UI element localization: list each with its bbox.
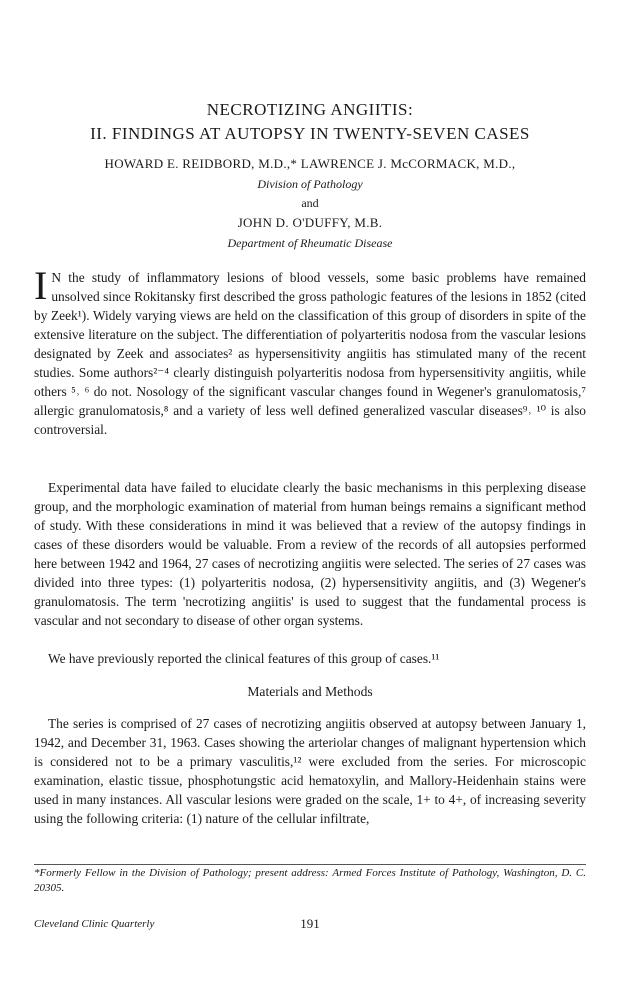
author-conjunction: and <box>301 196 319 210</box>
paragraph-intro <box>34 263 586 439</box>
affiliation-pathology: Division of Pathology <box>257 177 363 191</box>
authors-line-2: JOHN D. O'DUFFY, M.B. <box>237 215 383 230</box>
paragraph-intro-text: N the study of inflammatory lesions of blood vessels, some basic problems have remained unsolved since Rokitansky first described the gross pathologic features of the lesions in 1852 (cited by Zeek¹). Widely varying views are held on the classification of this group of disorders in spite of the extensive literature on the subject. The differentiation of polyarteritis nodosa from the vascular lesions designated by Zeek and associates² as hypersensitivity angiitis has stimulated many of the recent studies. Some authors²⁻⁴ clearly distinguish polyarteritis nodosa from hypersensitivity angiitis, while others ⁵˒ ⁶ do not. Nosology of the significant vascular changes found in Wegener's granulomatosis,⁷ allergic granulomatosis,⁸ and a variety of less well defined generalized vascular diseases⁹˒ ¹⁰ is also controversial. <box>34 270 586 437</box>
footnote-divider <box>34 864 586 865</box>
title-line-2: II. FINDINGS AT AUTOPSY IN TWENTY-SEVEN CASES <box>90 124 530 143</box>
journal-name: Cleveland Clinic Quarterly <box>34 918 155 930</box>
footnote: *Formerly Fellow in the Division of Pathology; present address: Armed Forces Institute of Pathology, Washington, D. C. 20305. <box>34 867 586 894</box>
page-number: 191 <box>300 916 320 931</box>
authors-line-1: HOWARD E. REIDBORD, M.D.,* LAWRENCE J. McCORMACK, M.D., <box>104 156 516 171</box>
paragraph-experimental: Experimental data have failed to elucidate clearly the basic mechanisms in this perplexing disease group, and the morphologic examination of material from human beings remains a significant method of study. With these considerations in mind it was believed that a review of the autopsy findings in cases of these disorders would be valuable. From a review of the records of all autopsies performed here between 1942 and 1964, 27 cases of necrotizing angiitis were selected. The series of 27 cases was divided into three types: (1) polyarteritis nodosa, (2) hypersensitivity angiitis, and (3) Wegener's granulomatosis. The term 'necrotizing angiitis' is used to suggest that the fundamental process is vascular and not secondary to disease of other organ systems. <box>34 480 586 628</box>
section-heading-methods: Materials and Methods <box>247 684 373 699</box>
title-line-1: NECROTIZING ANGIITIS: <box>206 100 414 119</box>
paragraph-previous-report: We have previously reported the clinical features of this group of cases.¹¹ <box>48 651 440 666</box>
affiliation-rheumatic: Department of Rheumatic Disease <box>227 236 393 250</box>
paragraph-methods: The series is comprised of 27 cases of necrotizing angiitis observed at autopsy between January 1, 1942, and December 31, 1963. Cases showing the arteriolar changes of malignant hypertension which is considered not to be a primary vasculitis,¹² were excluded from the series. For microscopic examination, elastic tissue, phosphotungstic acid hematoxylin, and Mallory-Heidenhain stains were used in many instances. All vascular lesions were graded on the scale, 1+ to 4+, of increasing severity using the following criteria: (1) nature of the cellular infiltrate, <box>34 716 586 826</box>
drop-cap: I <box>34 263 48 308</box>
